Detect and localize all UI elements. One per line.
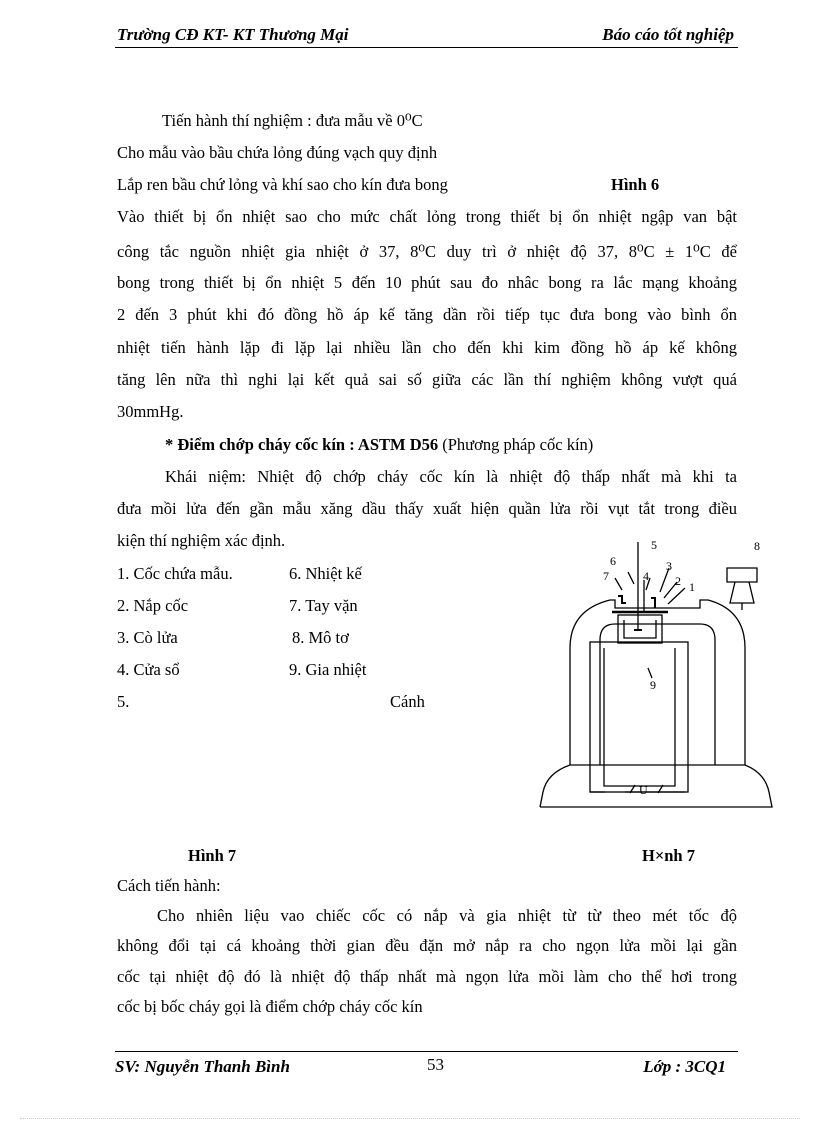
paragraph-3-line-1: Cho nhiên liệu vao chiếc cốc có nắp và gia nhiệt từ từ theo mét tốc độ [157,906,737,925]
flash-point-apparatus-diagram [530,530,780,820]
legend-item-4: 4. Cửa sổ [117,660,180,679]
page-footer [115,1051,738,1082]
diagram-label-3: 3 [666,559,672,573]
paragraph-2-line-1: Khái niệm: Nhiệt độ chớp cháy cốc kín là nhiệt độ thấp nhất mà khi ta [165,467,737,486]
heating-jacket [590,642,688,792]
paragraph-1-line-1: Vào thiết bị ổn nhiệt sao cho mức chất lỏng trong thiết bị ổn nhiệt ngập van bật [117,207,737,226]
figure-6-caption: Hình 6 [611,175,660,194]
legend-item-8: 8. Mô tơ [292,628,349,647]
diagram-label-2: 2 [675,574,681,588]
legend-item-5-name: Cánh [390,692,425,711]
paragraph-2-line-3: kiện thí nghiệm xác định. [117,531,286,550]
igniter-nozzle [651,598,655,608]
legend-item-3: 3. Cò lửa [117,628,178,647]
diagram-label-9: 9 [650,678,656,692]
paragraph-1-line-5: nhiệt tiến hành lặp đi lặp lại nhiều lần cho đến khi kim đồng hồ áp kế không [117,338,737,357]
paragraph-1-line-7: 30mmHg. [117,402,184,421]
footer-page-number: 53 [427,1055,444,1074]
legend-item-6: 6. Nhiệt kế [289,564,362,583]
section-heading [165,435,593,455]
motor-housing [727,568,757,582]
inner-housing [600,624,715,765]
section-heading-bold: * Điểm chớp cháy cốc kín : ASTM D56 [165,435,439,454]
diagram-label-8: 8 [754,539,760,553]
paragraph-2-line-2: đưa mồi lửa đến gần mẫu xăng dầu thấy xuất hiện quần lửa rồi vụt tắt trong điều [117,499,737,518]
diagram-label-u: U [639,783,648,797]
diagram-label-1: 1 [689,580,695,594]
page-bottom-divider [20,1118,800,1119]
paragraph-1-line-3: bong trong thiết bị ổn nhiệt 5 đến 10 phút sau đo nhâc bong ra lắc mạng khoảng [117,273,737,292]
footer-class: Lớp : 3CQ1 [643,1057,726,1076]
handle-knob [618,596,626,603]
paragraph-3-line-2: không đổi tại cá khoảng thời gian đều đặn mở nắp ra cho ngọn lửa mồi lại gần [117,936,737,955]
figure-7-caption-left: Hình 7 [188,846,237,865]
outer-housing [570,600,745,765]
line-procedure-1: Tiến hành thí nghiệm : đưa mẫu về 0⁰C [162,111,423,130]
legend-item-2: 2. Nắp cốc [117,596,189,615]
section-heading-method: (Phương pháp cốc kín) [438,435,594,454]
diagram-label-6: 6 [610,554,616,568]
line-procedure-3: Lắp ren bầu chứ lỏng và khí sao cho kín đưa bong [117,175,448,194]
header-report-title: Báo cáo tốt nghiệp [602,25,734,44]
legend-item-5: 5. [117,692,130,711]
figure-7-caption-right: H×nh 7 [642,846,695,865]
paragraph-3-line-4: cốc bị bốc cháy gọi là điểm chớp cháy cốc kín [117,997,423,1016]
legend-item-7: 7. Tay vặn [289,596,358,615]
header-school: Trường CĐ KT- KT Thương Mại [117,25,349,44]
diagram-label-7: 7 [603,569,609,583]
page-header [115,23,738,48]
legend-item-9: 9. Gia nhiệt [289,660,367,679]
paragraph-1-line-4: 2 đến 3 phút khi đó đồng hồ áp kế tăng dần rồi tiếp tục đưa bong vào bình ổn [117,305,737,324]
legend-item-1: 1. Cốc chứa mẫu. [117,564,233,583]
line-procedure-2: Cho mẫu vào bầu chứa lỏng đúng vạch quy định [117,143,438,162]
paragraph-1-line-6: tăng lên nữa thì nghi lại kết quả sai số giữa các lần thí nghiệm không vượt quá [117,370,737,389]
paragraph-1-line-2: công tắc nguồn nhiệt gia nhiệt ở 37, 8⁰C duy trì ở nhiệt độ 37, 8⁰C ± 1⁰C để [117,242,737,261]
procedure-title: Cách tiến hành: [117,876,221,895]
diagram-label-5: 5 [651,538,657,552]
diagram-label-4: 4 [643,569,649,583]
footer-student-name: SV: Nguyễn Thanh Bình [115,1057,290,1076]
motor-stand [730,582,754,603]
paragraph-3-line-3: cốc tại nhiệt độ đó là nhiệt độ thấp nhất mà ngọn lửa mồi làm cho thể hơi trong [117,967,737,986]
